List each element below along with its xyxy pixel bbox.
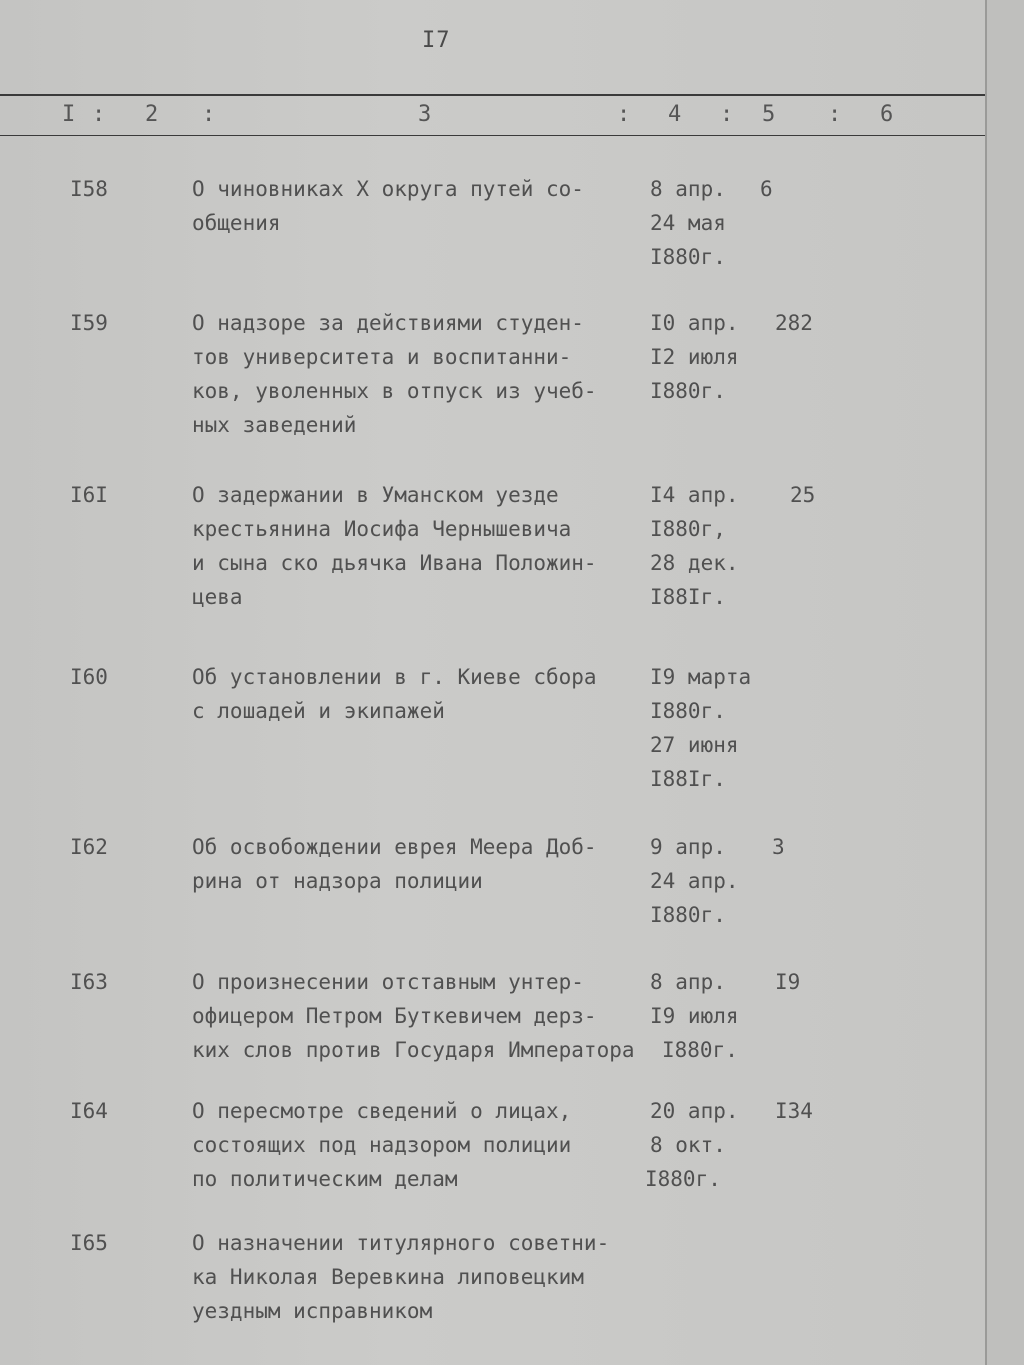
entry-title-line: по политическим делам xyxy=(192,1167,458,1191)
entry-number: I65 xyxy=(70,1231,108,1255)
entry-date-line: I880г. xyxy=(650,379,726,403)
entry-title-line: уездным исправником xyxy=(192,1299,433,1323)
entry-date-line: 28 дек. xyxy=(650,551,739,575)
entry-date-line: I880г. xyxy=(650,699,726,723)
entry-title-line: О чиновниках Х округа путей со- xyxy=(192,177,584,201)
entry-date-line: I9 июля xyxy=(650,1004,739,1028)
entry-title-line: состоящих под надзором полиции xyxy=(192,1133,572,1157)
entry-title-line: ких слов против Государя Императора xyxy=(192,1038,635,1062)
entry-title-line: Об установлении в г. Киеве сбора xyxy=(192,665,597,689)
entry-sheets: I9 xyxy=(775,970,801,994)
page-number: I7 xyxy=(422,28,451,53)
column-header-1: I xyxy=(62,102,76,127)
entry-number: I58 xyxy=(70,177,108,201)
page-edge xyxy=(985,0,1024,1365)
entry-title-line: Об освобождении еврея Меера Доб- xyxy=(192,835,597,859)
entry-title-line: ных заведений xyxy=(192,413,357,437)
entry-date-line: I0 апр. xyxy=(650,311,739,335)
entry-title-line: ка Николая Веревкина липовецким xyxy=(192,1265,584,1289)
entry-sheets: 3 xyxy=(772,835,785,859)
entry-title-line: и сына ско дьячка Ивана Положин- xyxy=(192,551,597,575)
entry-sheets: I34 xyxy=(775,1099,813,1123)
entry-sheets: 282 xyxy=(775,311,813,335)
column-header-2: 2 xyxy=(145,102,159,127)
entry-number: I64 xyxy=(70,1099,108,1123)
entry-date-line: I9 марта xyxy=(650,665,752,689)
entry-date-line: I880г. xyxy=(650,903,726,927)
entry-title-line: рина от надзора полиции xyxy=(192,869,483,893)
entry-date-line: I880г. xyxy=(645,1167,721,1191)
entry-title-line: тов университета и воспитанни- xyxy=(192,345,572,369)
column-header-3: 3 xyxy=(418,102,432,127)
entry-date-line: 24 апр. xyxy=(650,869,739,893)
entry-date-line: 8 апр. xyxy=(650,970,726,994)
entry-date-line: I880г. xyxy=(650,245,726,269)
entry-date-line: I880г. xyxy=(662,1038,738,1062)
column-separator: : xyxy=(202,102,216,127)
column-header-4: 4 xyxy=(668,102,682,127)
entry-date-line: 27 июня xyxy=(650,733,739,757)
entry-title-line: офицером Петром Буткевичем дерз- xyxy=(192,1004,597,1028)
entry-date-line: I88Iг. xyxy=(650,585,726,609)
entry-number: I60 xyxy=(70,665,108,689)
entry-date-line: 24 мая xyxy=(650,211,726,235)
entry-title-line: крестьянина Иосифа Чернышевича xyxy=(192,517,572,541)
column-separator: : xyxy=(720,102,734,127)
entry-date-line: 9 апр. xyxy=(650,835,726,859)
entry-number: I62 xyxy=(70,835,108,859)
entry-date-line: I88Iг. xyxy=(650,767,726,791)
entry-title-line: О произнесении отставным унтер- xyxy=(192,970,584,994)
entry-title-line: с лошадей и экипажей xyxy=(192,699,445,723)
entry-title-line: общения xyxy=(192,211,281,235)
entry-title-line: О надзоре за действиями студен- xyxy=(192,311,584,335)
column-header-5: 5 xyxy=(762,102,776,127)
entry-sheets: 6 xyxy=(760,177,773,201)
entry-title-line: О пересмотре сведений о лицах, xyxy=(192,1099,572,1123)
entry-date-line: 20 апр. xyxy=(650,1099,739,1123)
column-separator: : xyxy=(92,102,106,127)
entry-title-line: О задержании в Уманском уезде xyxy=(192,483,559,507)
entry-title-line: цева xyxy=(192,585,243,609)
entry-date-line: I880г, xyxy=(650,517,726,541)
header-top-rule xyxy=(0,94,985,96)
entry-sheets: 25 xyxy=(790,483,816,507)
entry-date-line: I2 июля xyxy=(650,345,739,369)
entry-date-line: 8 окт. xyxy=(650,1133,726,1157)
column-header-6: 6 xyxy=(880,102,894,127)
entry-number: I59 xyxy=(70,311,108,335)
column-separator: : xyxy=(617,102,631,127)
entry-title-line: О назначении титулярного советни- xyxy=(192,1231,610,1255)
entry-number: I63 xyxy=(70,970,108,994)
header-bottom-rule xyxy=(0,135,985,136)
entry-title-line: ков, уволенных в отпуск из учеб- xyxy=(192,379,597,403)
entry-date-line: I4 апр. xyxy=(650,483,739,507)
entry-date-line: 8 апр. xyxy=(650,177,726,201)
column-separator: : xyxy=(828,102,842,127)
entry-number: I6I xyxy=(70,483,108,507)
